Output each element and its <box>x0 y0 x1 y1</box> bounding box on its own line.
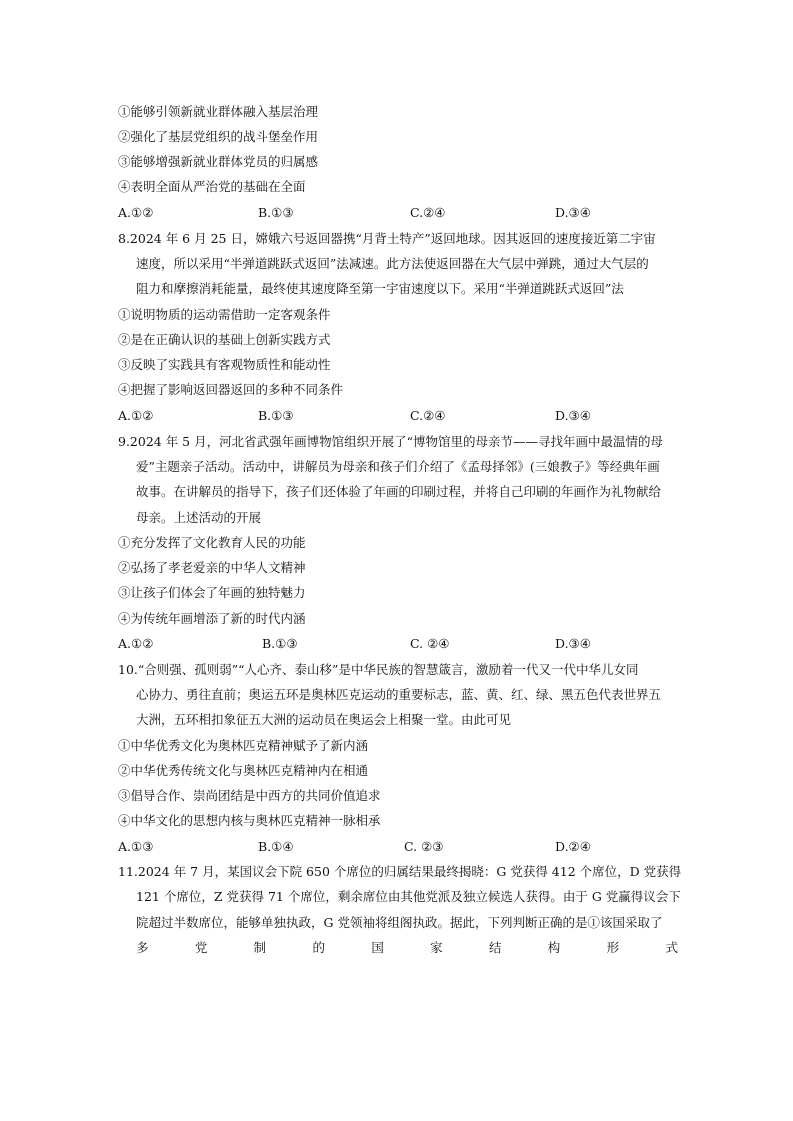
q11-char-10: 式 <box>665 940 678 955</box>
q8-stem-line-3: 阻力和摩擦消耗能量，最终使其速度降至第一宇宙速度以下。采用“半弹道跳跃式返回”法 <box>136 281 624 296</box>
q10-item-4: ④中华文化的思想内核与奥林匹克精神一脉相承 <box>118 813 381 828</box>
q8-stem-line-1: 8.2024 年 6 月 25 日，嫦娥六号返回器携“月背土特产”返回地球。因其返回的速度接近第二宇宙 <box>118 231 656 246</box>
pre-option-c: C.②④ <box>410 205 446 220</box>
pre-option-d: D.③④ <box>555 205 591 220</box>
q9-item-3: ③让孩子们体会了年画的独特魅力 <box>118 585 306 600</box>
q8-item-4: ④把握了影响返回器返回的多种不同条件 <box>118 382 344 397</box>
q10-stem-line-2: 心协力、勇往直前；奥运五环是奥林匹克运动的重要标志，蓝、黄、红、绿、黑五色代表世界五 <box>136 687 662 702</box>
pre-option-a: A.①② <box>118 205 154 220</box>
q10-item-3: ③倡导合作、崇尚团结是中西方的共同价值追求 <box>118 788 381 803</box>
q10-item-2: ②中华优秀传统文化与奥林匹克精神内在相通 <box>118 763 369 778</box>
pre-option-b: B.①③ <box>258 205 294 220</box>
q11-char-1: 多 <box>136 940 149 955</box>
pre-item-1: ①能够引领新就业群体融入基层治理 <box>118 104 319 119</box>
q10-option-c: C. ②③ <box>404 839 444 854</box>
q8-item-3: ③反映了实践具有客观物质性和能动性 <box>118 357 331 372</box>
q11-stem-line-2: 121 个席位，Z 党获得 71 个席位，剩余席位由其他党派及独立候选人获得。由于 G 党赢得议会下 <box>136 889 681 904</box>
q8-item-2: ②是在正确认识的基础上创新实践方式 <box>118 332 331 347</box>
q11-char-3: 制 <box>253 940 267 955</box>
q9-item-4: ④为传统年画增添了新的时代内涵 <box>118 611 306 626</box>
pre-item-3: ③能够增强新就业群体党员的归属感 <box>118 154 319 169</box>
q8-item-1: ①说明物质的运动需借助一定客观条件 <box>118 307 331 322</box>
pre-item-4: ④表明全面从严治党的基础在全面 <box>118 179 306 194</box>
q9-option-c: C. ②④ <box>410 636 450 651</box>
q11-stem-line-1: 11.2024 年 7 月，某国议会下院 650 个席位的归属结果最终揭晓：G 党获得 412 个席位，D 党获得 <box>118 864 682 879</box>
q10-option-d: D.②④ <box>555 839 591 854</box>
q11-char-7: 结 <box>488 940 502 955</box>
q8-option-b: B.①③ <box>258 408 294 423</box>
q11-char-8: 构 <box>547 940 561 955</box>
q11-char-5: 国 <box>371 940 384 955</box>
q9-option-a: A.①② <box>118 636 154 651</box>
q8-option-d: D.③④ <box>555 408 591 423</box>
q10-item-1: ①中华优秀文化为奥林匹克精神赋予了新内涵 <box>118 738 369 753</box>
q10-stem-line-3: 大洲，五环相扣象征五大洲的运动员在奥运会上相聚一堂。由此可见 <box>136 712 512 727</box>
q9-option-b: B.①③ <box>262 636 298 651</box>
q9-stem-line-3: 故事。在讲解员的指导下，孩子们还体验了年画的印刷过程，并将自己印刷的年画作为礼物献给 <box>136 484 662 499</box>
q8-stem-line-2: 速度，所以采用“半弹道跳跃式返回”法减速。此方法使返回器在大气层中弹跳，通过大气层的 <box>136 256 649 271</box>
q11-char-9: 形 <box>606 940 620 955</box>
q9-item-1: ①充分发挥了文化教育人民的功能 <box>118 535 306 550</box>
q9-option-d: D.③④ <box>555 636 591 651</box>
q10-option-b: B.①④ <box>258 839 294 854</box>
pre-item-2: ②强化了基层党组织的战斗堡垒作用 <box>118 129 319 144</box>
q11-stem-line-4 <box>136 940 678 956</box>
q10-option-a: A.①③ <box>118 839 154 854</box>
q8-option-a: A.①② <box>118 408 154 423</box>
q11-char-2: 党 <box>194 940 208 955</box>
q9-item-2: ②弘扬了孝老爱亲的中华人文精神 <box>118 560 306 575</box>
q8-option-c: C.②④ <box>410 408 446 423</box>
q11-stem-line-3: 院超过半数席位，能够单独执政，G 党领袖将组阁执政。据此，下列判断正确的是①该国采取了 <box>136 915 663 930</box>
q9-stem-line-2: 爱”主题亲子活动。活动中，讲解员为母亲和孩子们介绍了《孟母择邻》(三娘教子》等经典年画 <box>136 459 660 474</box>
q10-stem-line-1: 10.“合则强、孤则弱”“人心齐、泰山移”是中华民族的智慧箴言，激励着一代又一代中华儿女同 <box>118 662 639 677</box>
q9-stem-line-4: 母亲。上述活动的开展 <box>136 510 262 525</box>
q9-stem-line-1: 9.2024 年 5 月，河北省武强年画博物馆组织开展了“博物馆里的母亲节——寻找年画中最温情的母 <box>118 434 664 449</box>
q11-char-4: 的 <box>312 940 325 955</box>
q11-char-6: 家 <box>430 940 443 955</box>
